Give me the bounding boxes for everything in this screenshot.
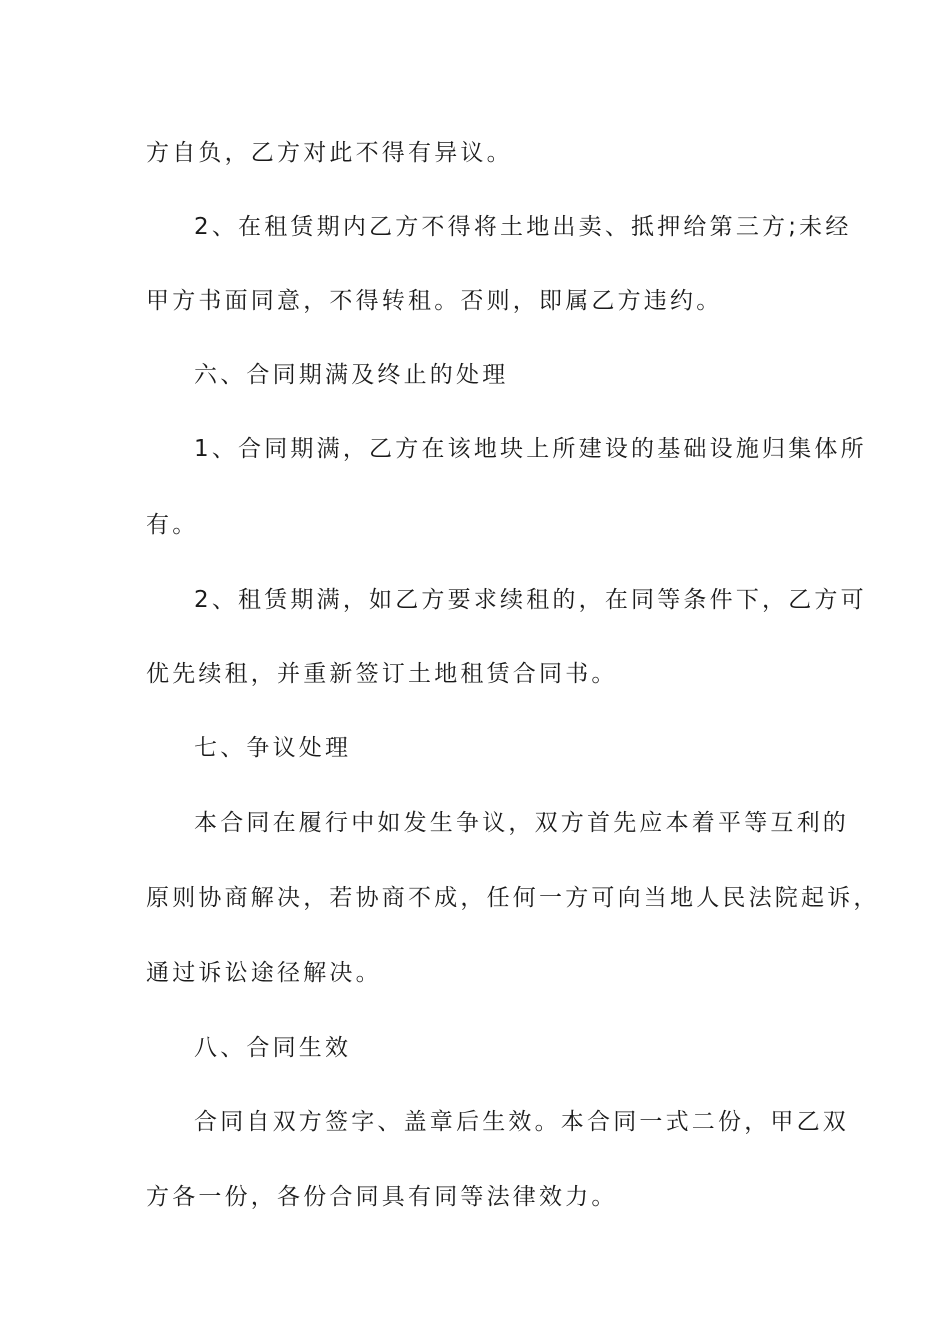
paragraph-line: 甲方书面同意，不得转租。否则，即属乙方违约。 (146, 288, 723, 314)
paragraph-line: 原则协商解决，若协商不成，任何一方可向当地人民法院起诉， (146, 885, 880, 911)
section-heading: 六、合同期满及终止的处理 (194, 362, 509, 388)
paragraph-line: 1、合同期满，乙方在该地块上所建设的基础设施归集体所 (194, 436, 867, 462)
paragraph-line: 2、在租赁期内乙方不得将土地出卖、抵押给第三方;未经 (194, 214, 852, 240)
section-heading: 七、争议处理 (194, 735, 352, 761)
paragraph-line: 有。 (146, 512, 199, 538)
paragraph-line: 合同自双方签字、盖章后生效。本合同一式二份，甲乙双 (194, 1109, 849, 1135)
paragraph-line: 优先续租，并重新签订土地租赁合同书。 (146, 661, 618, 687)
paragraph-line: 本合同在履行中如发生争议，双方首先应本着平等互利的 (194, 810, 849, 836)
paragraph-line: 方各一份，各份合同具有同等法律效力。 (146, 1184, 618, 1210)
paragraph-line: 2、租赁期满，如乙方要求续租的，在同等条件下，乙方可 (194, 587, 867, 613)
paragraph-line: 方自负，乙方对此不得有异议。 (146, 140, 513, 166)
section-heading: 八、合同生效 (194, 1035, 352, 1061)
paragraph-line: 通过诉讼途径解决。 (146, 960, 382, 986)
